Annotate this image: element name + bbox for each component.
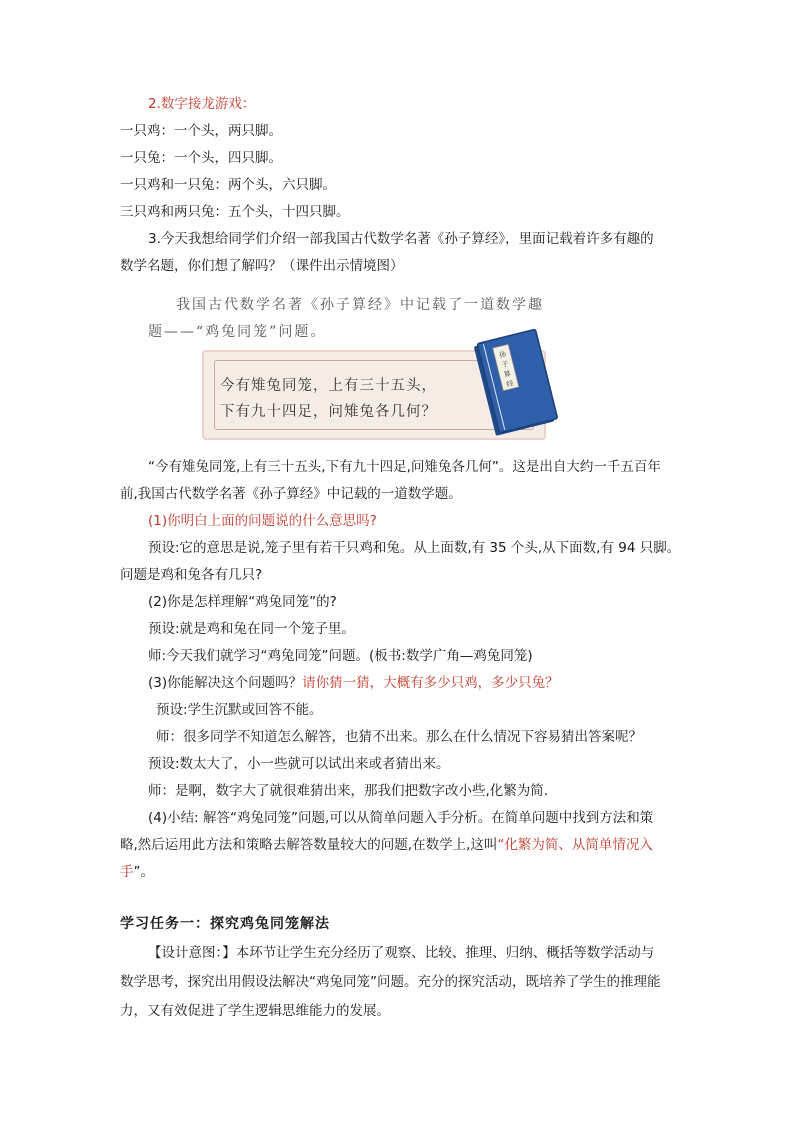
- game-line-1: 一只鸡：一个头，两只脚。: [120, 123, 282, 139]
- figure-caption-line-1: 我国古代数学名著《孙子算经》中记载了一道数学趣: [176, 297, 544, 313]
- design-intent-line-1: 【设计意图：】本环节让学生充分经历了观察、比较、推理、归纳、概括等数学活动与: [148, 945, 655, 961]
- teacher-line-2: 师：很多同学不知道怎么解答，也猜不出来。那么在什么情况下容易猜出答案呢？: [156, 729, 642, 745]
- answer-4: 预设:数太大了，小一些就可以试出来或者猜出来。: [148, 756, 450, 772]
- summary-line-2-part-1: 略,然后运用此方法和策略去解答数量较大的问题,在数学上,这叫: [120, 837, 498, 853]
- book-title-char-4: 经: [505, 379, 515, 389]
- design-intent-line-3: 力，又有效促进了学生逻辑思维能力的发展。: [120, 1003, 390, 1019]
- design-intent-line-2: 数学思考，探究出用假设法解决“鸡兔同笼”问题。充分的探究活动，既培养了学生的推理能: [120, 974, 661, 990]
- question-2: (2)你是怎样理解“鸡兔同笼”的?: [148, 594, 337, 610]
- figure-caption-line-2: 题——“鸡兔同笼”问题。: [148, 324, 327, 340]
- quote-paragraph-line-1: “今有雉兔同笼,上有三十五头,下有九十四足,问雉兔各几何”。这是出自大约一千五百年: [148, 459, 661, 475]
- task-heading: 学习任务一：探究鸡兔同笼解法: [120, 916, 330, 932]
- summary-highlight-part-2: 手: [120, 864, 134, 880]
- question-1: (1)你明白上面的问题说的什么意思吗?: [148, 513, 377, 529]
- book-icon: [468, 328, 560, 440]
- game-line-2: 一只兔：一个头，四只脚。: [120, 150, 282, 166]
- book-title-char-3: 算: [503, 369, 512, 380]
- section-title-number-game: [148, 94, 255, 114]
- book-title-char-1: 孙: [498, 350, 507, 360]
- intro-paragraph-line-2: 数学名题，你们想了解吗？（课件出示情境图）: [120, 258, 404, 274]
- question-3-part-2: 请你猜一猜，大概有多少只鸡，多少只兔？: [302, 675, 559, 691]
- summary-line-1: (4)小结: 解答“鸡兔同笼”问题,可以从简单问题入手分析。在简单问题中找到方法和策: [148, 810, 654, 826]
- book-title-char-2: 子: [500, 359, 510, 370]
- summary-line-3-end: ”。: [133, 864, 154, 880]
- answer-3: 预设:学生沉默或回答不能。: [156, 702, 323, 718]
- answer-1-line-1: 预设:它的意思是说,笼子里有若干只鸡和兔。从上面数,有 35 个头,从下面数,有 94 只脚。: [148, 540, 681, 556]
- answer-1-line-2: 问题是鸡和兔各有几只?: [120, 567, 263, 583]
- scroll-text-line-2: 下有九十四足，问雉兔各几何？: [220, 404, 437, 420]
- teacher-line-3: 师：是啊，数字大了就很难猜出来，那我们把数字改小些,化繁为简.: [148, 783, 549, 799]
- quote-paragraph-line-2: 前,我国古代数学名著《孙子算经》中记载的一道数学题。: [120, 486, 462, 502]
- intro-paragraph-line-1: 3.今天我想给同学们介绍一部我国古代数学名著《孙子算经》，里面记载着许多有趣的: [148, 231, 654, 247]
- question-3: [148, 673, 559, 693]
- game-line-3: 一只鸡和一只兔：两个头，六只脚。: [120, 177, 336, 193]
- question-3-part-1: (3)你能解决这个问题吗？: [148, 675, 303, 691]
- game-line-4: 三只鸡和两只兔：五个头，十四只脚。: [120, 204, 350, 220]
- scroll-text-line-1: 今有雉兔同笼，上有三十五头，: [220, 378, 437, 394]
- summary-highlight-part-1: “化繁为简、从简单情况入: [497, 837, 653, 853]
- summary-line-2: [120, 835, 653, 855]
- number-game-title: 2.数字接龙游戏：: [148, 96, 256, 112]
- answer-2: 预设:就是鸡和兔在同一个笼子里。: [148, 621, 356, 637]
- teacher-line-1: 师:今天我们就学习“鸡兔同笼”问题。(板书:数学广角—鸡兔同笼): [148, 648, 533, 664]
- summary-line-3: [120, 862, 154, 882]
